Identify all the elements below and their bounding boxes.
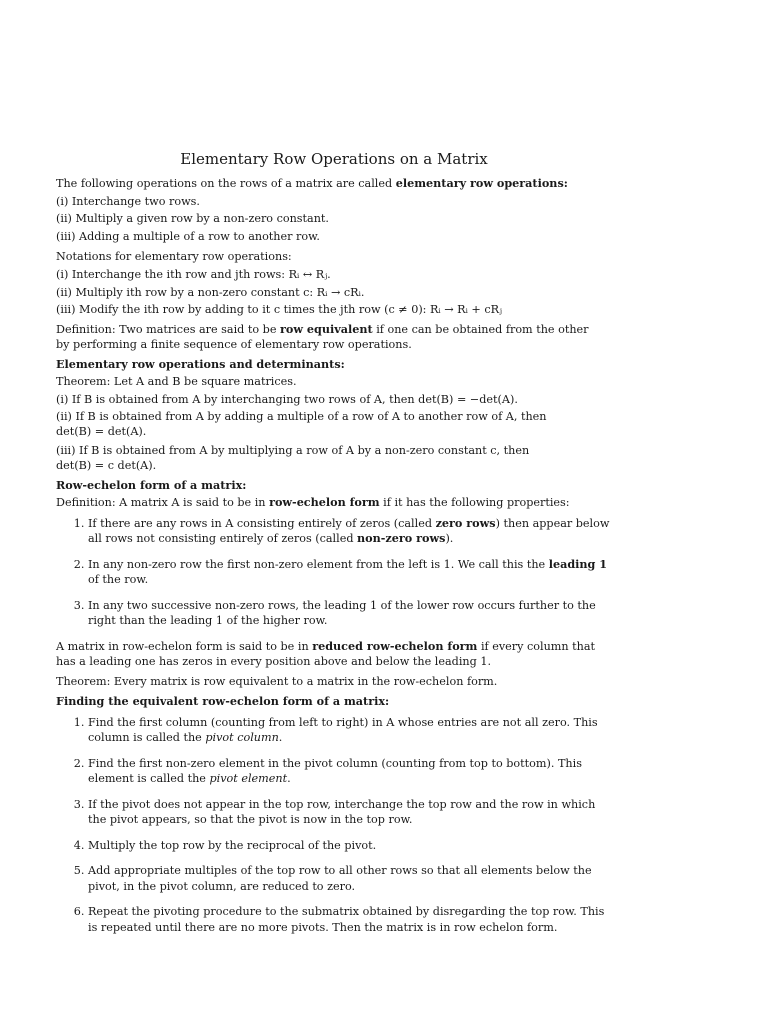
determinants-theorem: Theorem: Let A and B be square matrices. bbox=[56, 375, 297, 389]
notation-item: (ii) Multiply ith row by a non-zero constant c: Rᵢ → cRᵢ. bbox=[56, 285, 365, 299]
list-item-italic: pivot column bbox=[205, 731, 279, 745]
list-item-text: If there are any rows in A consisting entirely of zeros (called bbox=[88, 516, 436, 530]
row-echelon-definition bbox=[56, 494, 612, 512]
definition-bold-term: row-echelon form bbox=[269, 495, 380, 510]
intro-item: (ii) Multiply a given row by a non-zero constant. bbox=[56, 212, 329, 226]
determinants-heading: Elementary row operations and determinants: bbox=[56, 356, 345, 371]
list-item bbox=[88, 838, 612, 854]
document-page bbox=[56, 148, 612, 945]
list-item-text: Find the first column (counting from left to right) in A whose entries are not all zero. This column is called the bbox=[88, 715, 598, 745]
row-equivalent-definition bbox=[56, 322, 612, 353]
intro-item: (iii) Adding a multiple of a row to another row. bbox=[56, 229, 320, 243]
list-item-text: of the row. bbox=[88, 573, 149, 587]
intro-item: (i) Interchange two rows. bbox=[56, 194, 200, 208]
definition-text: by performing a finite sequence of elementary row operations. bbox=[56, 338, 412, 352]
list-item-italic: pivot element bbox=[209, 772, 288, 786]
intro-text: The following operations on the rows of a matrix are called bbox=[56, 177, 396, 190]
intro-line bbox=[56, 175, 612, 193]
definition-bold-term: row equivalent bbox=[280, 321, 373, 336]
list-item bbox=[88, 516, 612, 547]
definition-bold-term: reduced row-echelon form bbox=[312, 638, 478, 653]
list-item-text: If the pivot does not appear in the top row, interchange the top row and the row in which the pivot appears, so that the pivot is now in the top row. bbox=[88, 797, 596, 827]
list-item bbox=[88, 557, 612, 588]
determinants-text: (iii) If B is obtained from A by multiplying a row of A by a non-zero constant c, then bbox=[56, 443, 530, 457]
list-item-bold: leading 1 bbox=[548, 556, 608, 571]
determinants-text: det(B) = c det(A). bbox=[56, 459, 157, 473]
list-item-text: Repeat the pivoting procedure to the submatrix obtained by disregarding the top row. This is repeated until there are no more pivots. Then the matrix is in row echelon form. bbox=[88, 905, 605, 934]
determinants-item bbox=[56, 443, 612, 474]
definition-text: Definition: Two matrices are said to be bbox=[56, 322, 281, 336]
list-item-text: ). bbox=[445, 532, 454, 546]
definition-text: if every column that has a leading one has zeros in every position above and below the leading 1. bbox=[56, 639, 596, 669]
notations-heading: Notations for elementary row operations: bbox=[56, 250, 292, 264]
notation-item: (i) Interchange the ith row and jth rows: Rᵢ ↔ Rⱼ. bbox=[56, 267, 331, 281]
row-echelon-theorem: Theorem: Every matrix is row equivalent to a matrix in the row-echelon form. bbox=[56, 674, 498, 688]
list-item-text: In any two successive non-zero rows, the leading 1 of the lower row occurs further to the right than the leading 1 of the higher row. bbox=[88, 598, 596, 628]
list-item bbox=[88, 863, 612, 894]
definition-text: if it has the following properties: bbox=[379, 496, 570, 510]
list-item-text: In any non-zero row the first non-zero element from the left is 1. We call this the bbox=[88, 557, 549, 571]
determinants-text: (ii) If B is obtained from A by adding a multiple of a row of A to another row of A, then bbox=[56, 409, 547, 423]
list-item bbox=[88, 598, 612, 629]
intro-bold-term: elementary row operations: bbox=[395, 176, 568, 190]
determinants-text: det(B) = det(A). bbox=[56, 425, 147, 439]
page-title: Elementary Row Operations on a Matrix bbox=[180, 150, 488, 168]
list-item-text: Find the first non-zero element in the pivot column (counting from top to bottom). This element is called the bbox=[88, 756, 582, 786]
finding-steps-list bbox=[56, 715, 612, 936]
reduced-row-echelon-definition bbox=[56, 639, 612, 670]
definition-text: Definition: A matrix A is said to be in bbox=[56, 496, 270, 510]
list-item-bold: zero rows bbox=[435, 515, 496, 530]
list-item-text: . bbox=[287, 772, 291, 786]
list-item-text: ) then appear below all rows not consisting entirely of zeros (called bbox=[88, 516, 610, 546]
determinants-item bbox=[56, 409, 612, 440]
row-echelon-heading: Row-echelon form of a matrix: bbox=[56, 477, 247, 492]
notation-item: (iii) Modify the ith row by adding to it c times the jth row (c ≠ 0): Rᵢ → Rᵢ + cRⱼ bbox=[56, 303, 502, 317]
list-item bbox=[88, 756, 612, 787]
list-item-text: . bbox=[278, 731, 283, 745]
list-item bbox=[88, 904, 612, 935]
list-item-bold: non-zero rows bbox=[357, 531, 446, 546]
determinants-item: (i) If B is obtained from A by interchanging two rows of A, then det(B) = −det(A). bbox=[56, 392, 518, 406]
list-item bbox=[88, 715, 612, 746]
row-echelon-properties-list bbox=[56, 516, 612, 629]
list-item-text: Multiply the top row by the reciprocal of the pivot. bbox=[88, 838, 377, 852]
list-item-text: Add appropriate multiples of the top row to all other rows so that all elements below the pivot, in the pivot column, are reduced to zero. bbox=[88, 864, 592, 893]
definition-text: if one can be obtained from the other bbox=[372, 322, 589, 336]
definition-text: A matrix in row-echelon form is said to be in bbox=[56, 639, 313, 653]
list-item bbox=[88, 797, 612, 828]
finding-heading: Finding the equivalent row-echelon form of a matrix: bbox=[56, 694, 390, 709]
